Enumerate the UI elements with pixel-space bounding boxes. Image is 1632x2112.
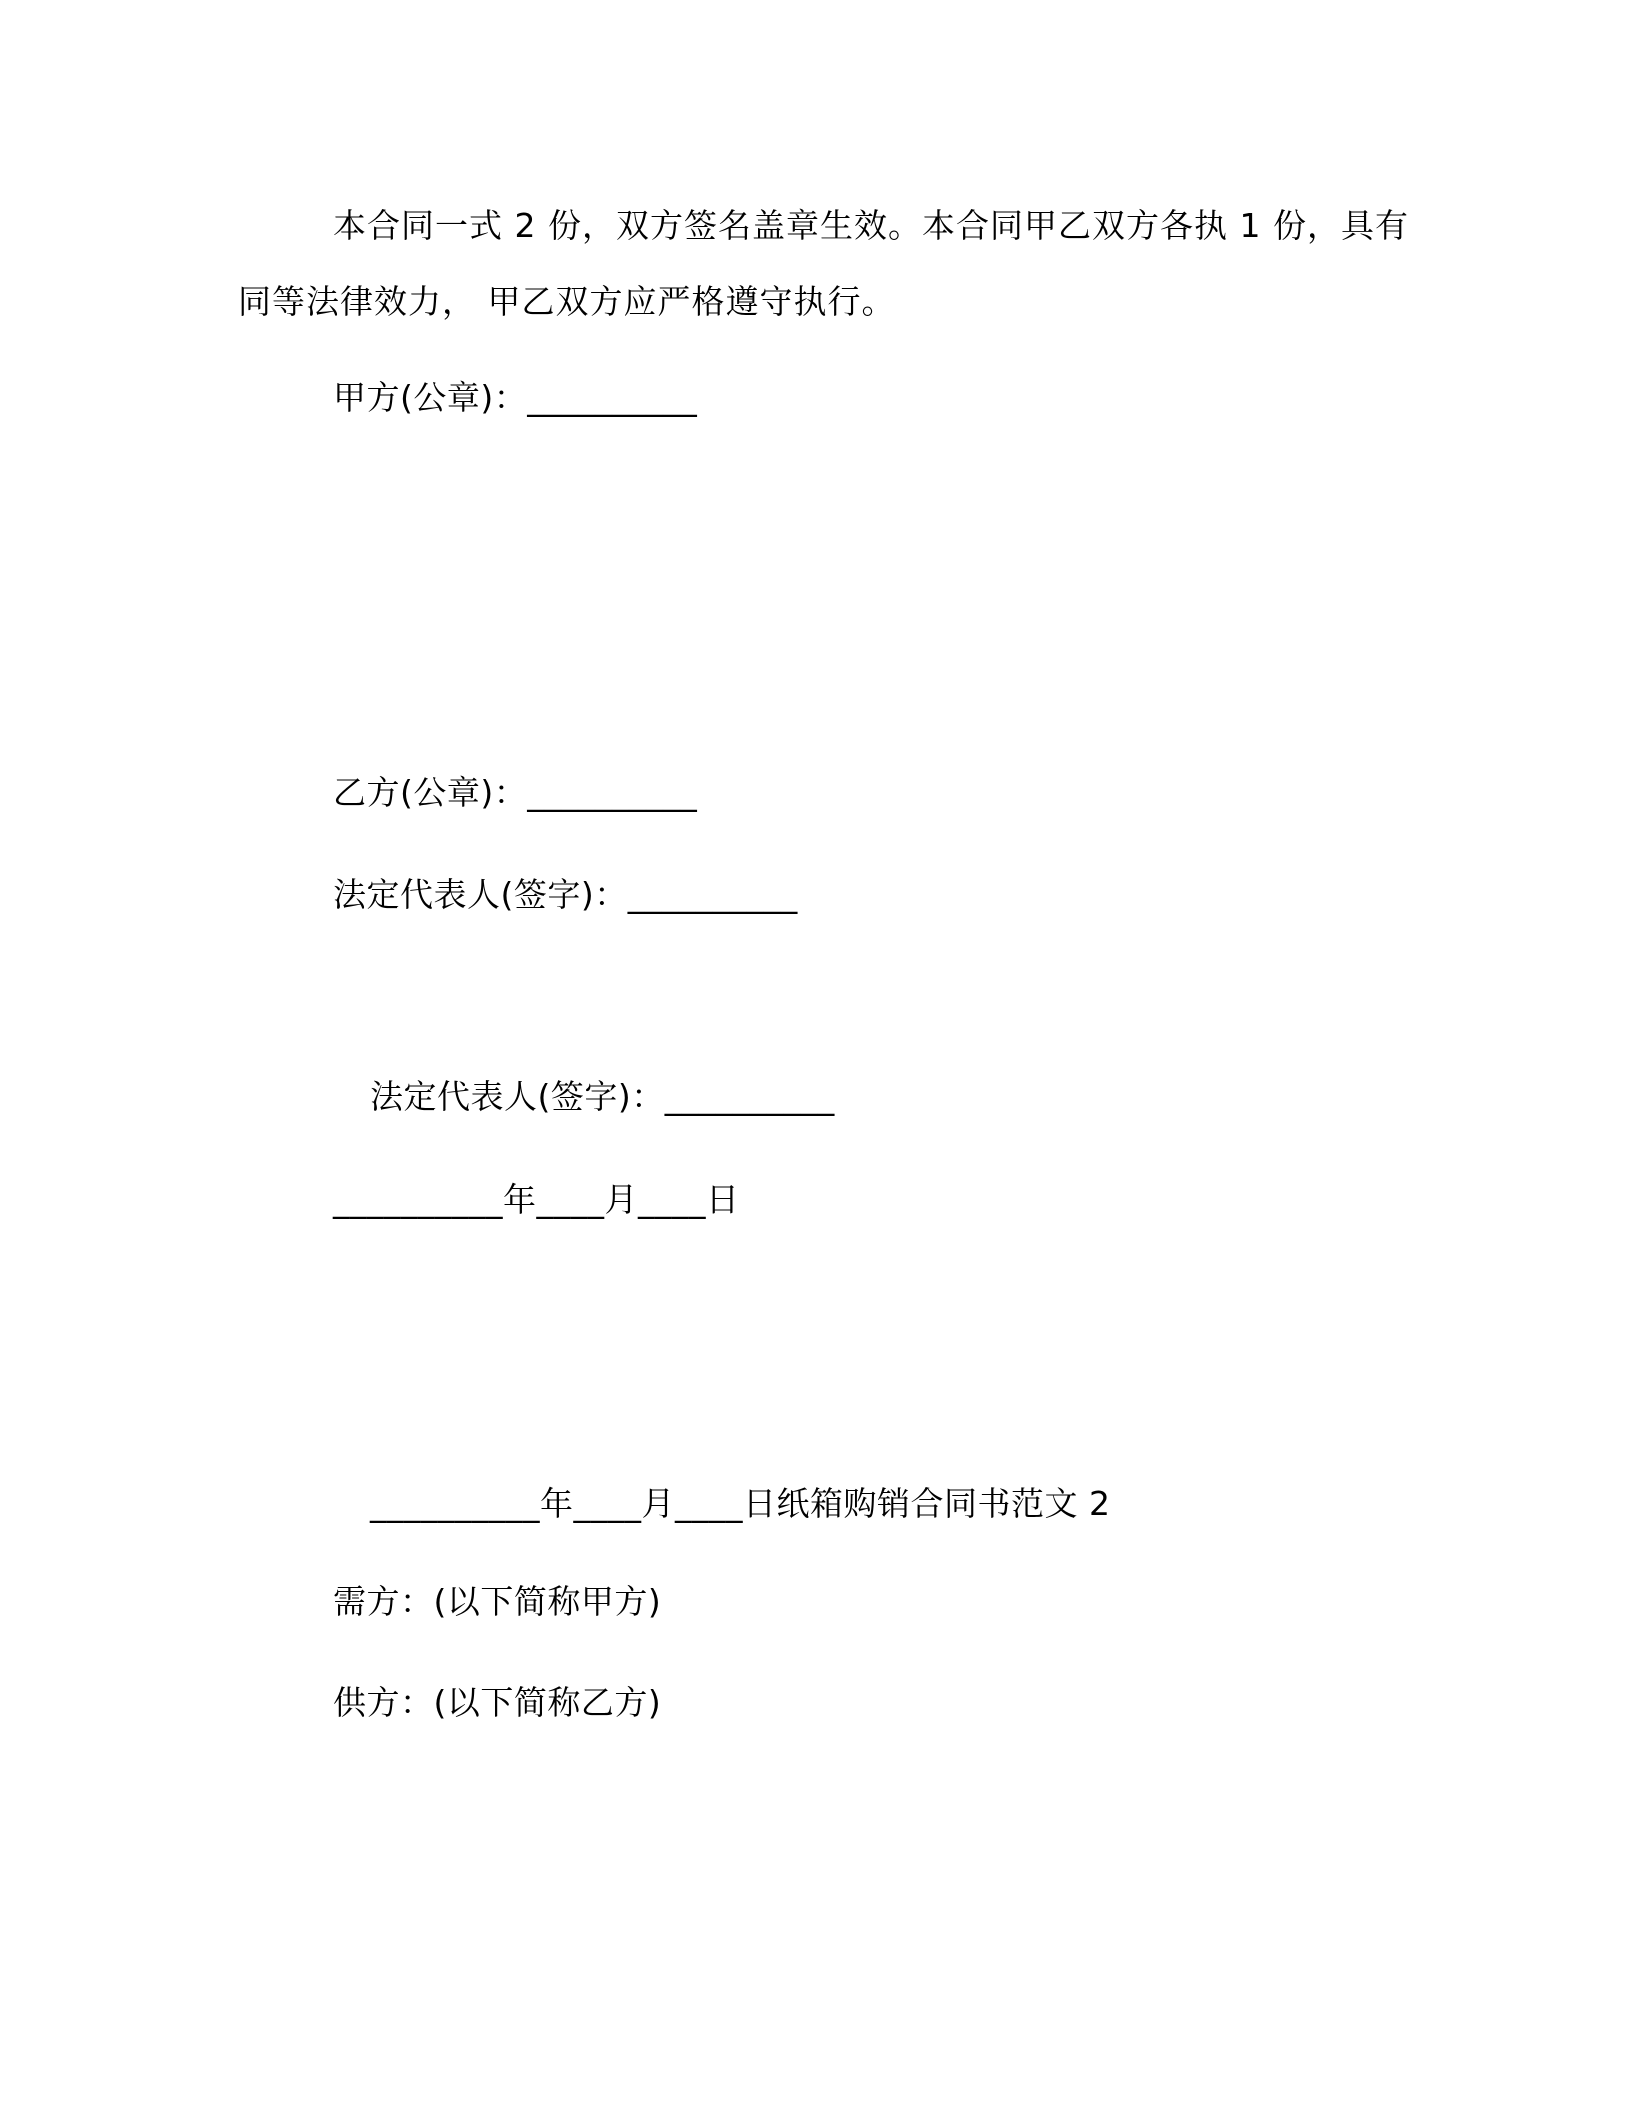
section-title-line: __________年____月____日纸箱购销合同书范文 2 [370, 1484, 1111, 1523]
legal-representative-line-1: 法定代表人(签字)：__________ [333, 875, 798, 914]
legal-representative-line-2: 法定代表人(签字)：__________ [370, 1077, 835, 1116]
supplier-line: 供方：(以下简称乙方) [333, 1683, 662, 1722]
party-b-seal-line: 乙方(公章)：__________ [333, 773, 698, 812]
contract-copies-paragraph: 本合同一式 2 份，双方签名盖章生效。本合同甲乙双方各执 1 份，具有同等法律效力， 甲乙双方应严格遵守执行。 [238, 206, 1409, 321]
date-line: __________年____月____日 [333, 1180, 740, 1219]
party-a-seal-line: 甲方(公章)：__________ [333, 378, 698, 417]
buyer-line: 需方：(以下简称甲方) [333, 1582, 662, 1621]
